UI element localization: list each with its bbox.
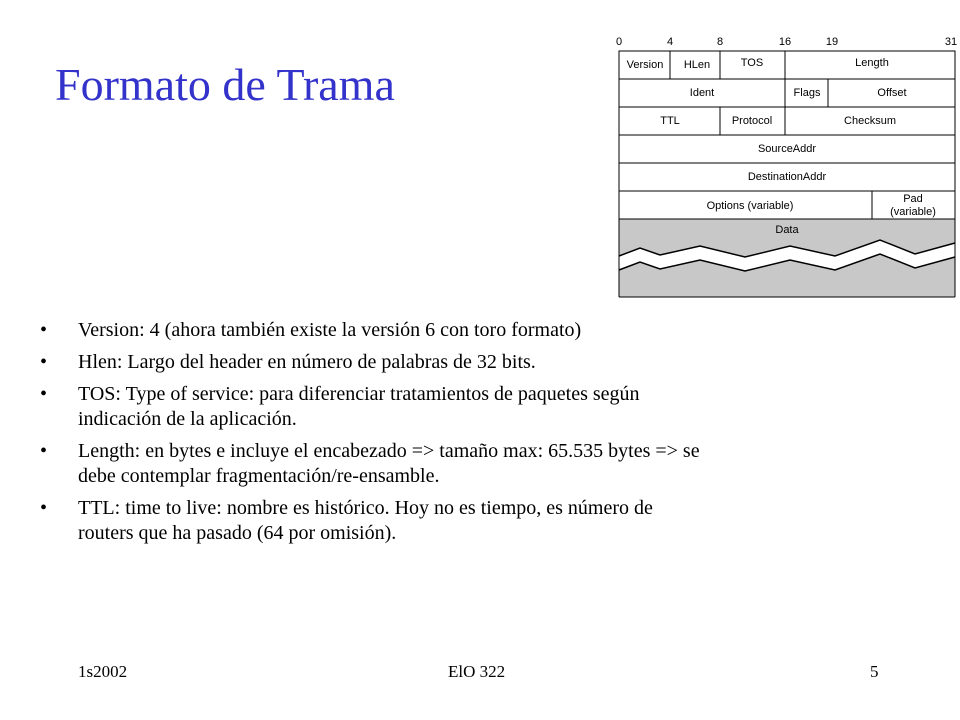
footer-page-number: 5 — [870, 662, 879, 681]
bullet-line-continued: indicación de la aplicación. — [78, 408, 297, 430]
field-pad: Pad — [903, 193, 923, 205]
bullet-symbol: • — [40, 351, 48, 373]
field-hlen: HLen — [683, 59, 711, 71]
bullet-symbol: • — [40, 497, 48, 519]
bit-tick-16: 16 — [778, 36, 792, 48]
field-destination-addr: DestinationAddr — [747, 171, 827, 183]
bullet-symbol: • — [40, 319, 48, 341]
bit-tick-0: 0 — [615, 36, 623, 48]
bullet-list — [40, 318, 860, 553]
bullet-line: Length: en bytes e incluye el encabezado => tamaño max: 65.535 bytes => se — [78, 440, 700, 462]
bit-tick-8: 8 — [716, 36, 724, 48]
field-ttl: TTL — [660, 115, 680, 127]
field-offset: Offset — [877, 87, 907, 99]
bullet-line: TTL: time to live: nombre es histórico. Hoy no es tiempo, es número de — [78, 497, 653, 519]
bullet-line: Hlen: Largo del header en número de palabras de 32 bits. — [78, 351, 536, 373]
bullet-item-length — [40, 439, 860, 489]
footer-date: 1s2002 — [78, 662, 128, 681]
bullet-line: Version: 4 (ahora también existe la versión 6 con toro formato) — [78, 319, 582, 341]
field-version: Version — [626, 59, 664, 71]
footer-course: ElO 322 — [448, 662, 506, 681]
field-tos: TOS — [740, 57, 764, 69]
field-source-addr: SourceAddr — [757, 143, 817, 155]
bit-tick-19: 19 — [825, 36, 839, 48]
bullet-line: TOS: Type of service: para diferenciar tratamientos de paquetes según — [78, 383, 640, 405]
field-protocol: Protocol — [731, 115, 773, 127]
field-flags: Flags — [793, 87, 821, 99]
field-pad-variable: (variable) — [890, 206, 936, 218]
bullet-item-version — [40, 318, 860, 343]
bit-tick-31: 31 — [944, 36, 958, 48]
bit-tick-4: 4 — [666, 36, 674, 48]
bullet-line-continued: debe contemplar fragmentación/re-ensamble. — [78, 465, 440, 487]
data-region — [619, 219, 955, 297]
bit-ticks — [616, 36, 957, 48]
field-labels — [627, 57, 936, 218]
bullet-symbol: • — [40, 440, 48, 462]
bullet-item-tos — [40, 382, 860, 432]
bullet-symbol: • — [40, 383, 48, 405]
field-length: Length — [855, 57, 889, 69]
field-ident: Ident — [689, 87, 715, 99]
bullet-item-ttl — [40, 496, 860, 546]
field-data: Data — [775, 224, 799, 236]
bullet-line-continued: routers que ha pasado (64 por omisión). — [78, 522, 397, 544]
slide-title: Formato de Trama — [55, 59, 395, 110]
bullet-item-hlen — [40, 350, 860, 375]
field-options: Options (variable) — [706, 200, 794, 212]
field-checksum: Checksum — [844, 115, 896, 127]
